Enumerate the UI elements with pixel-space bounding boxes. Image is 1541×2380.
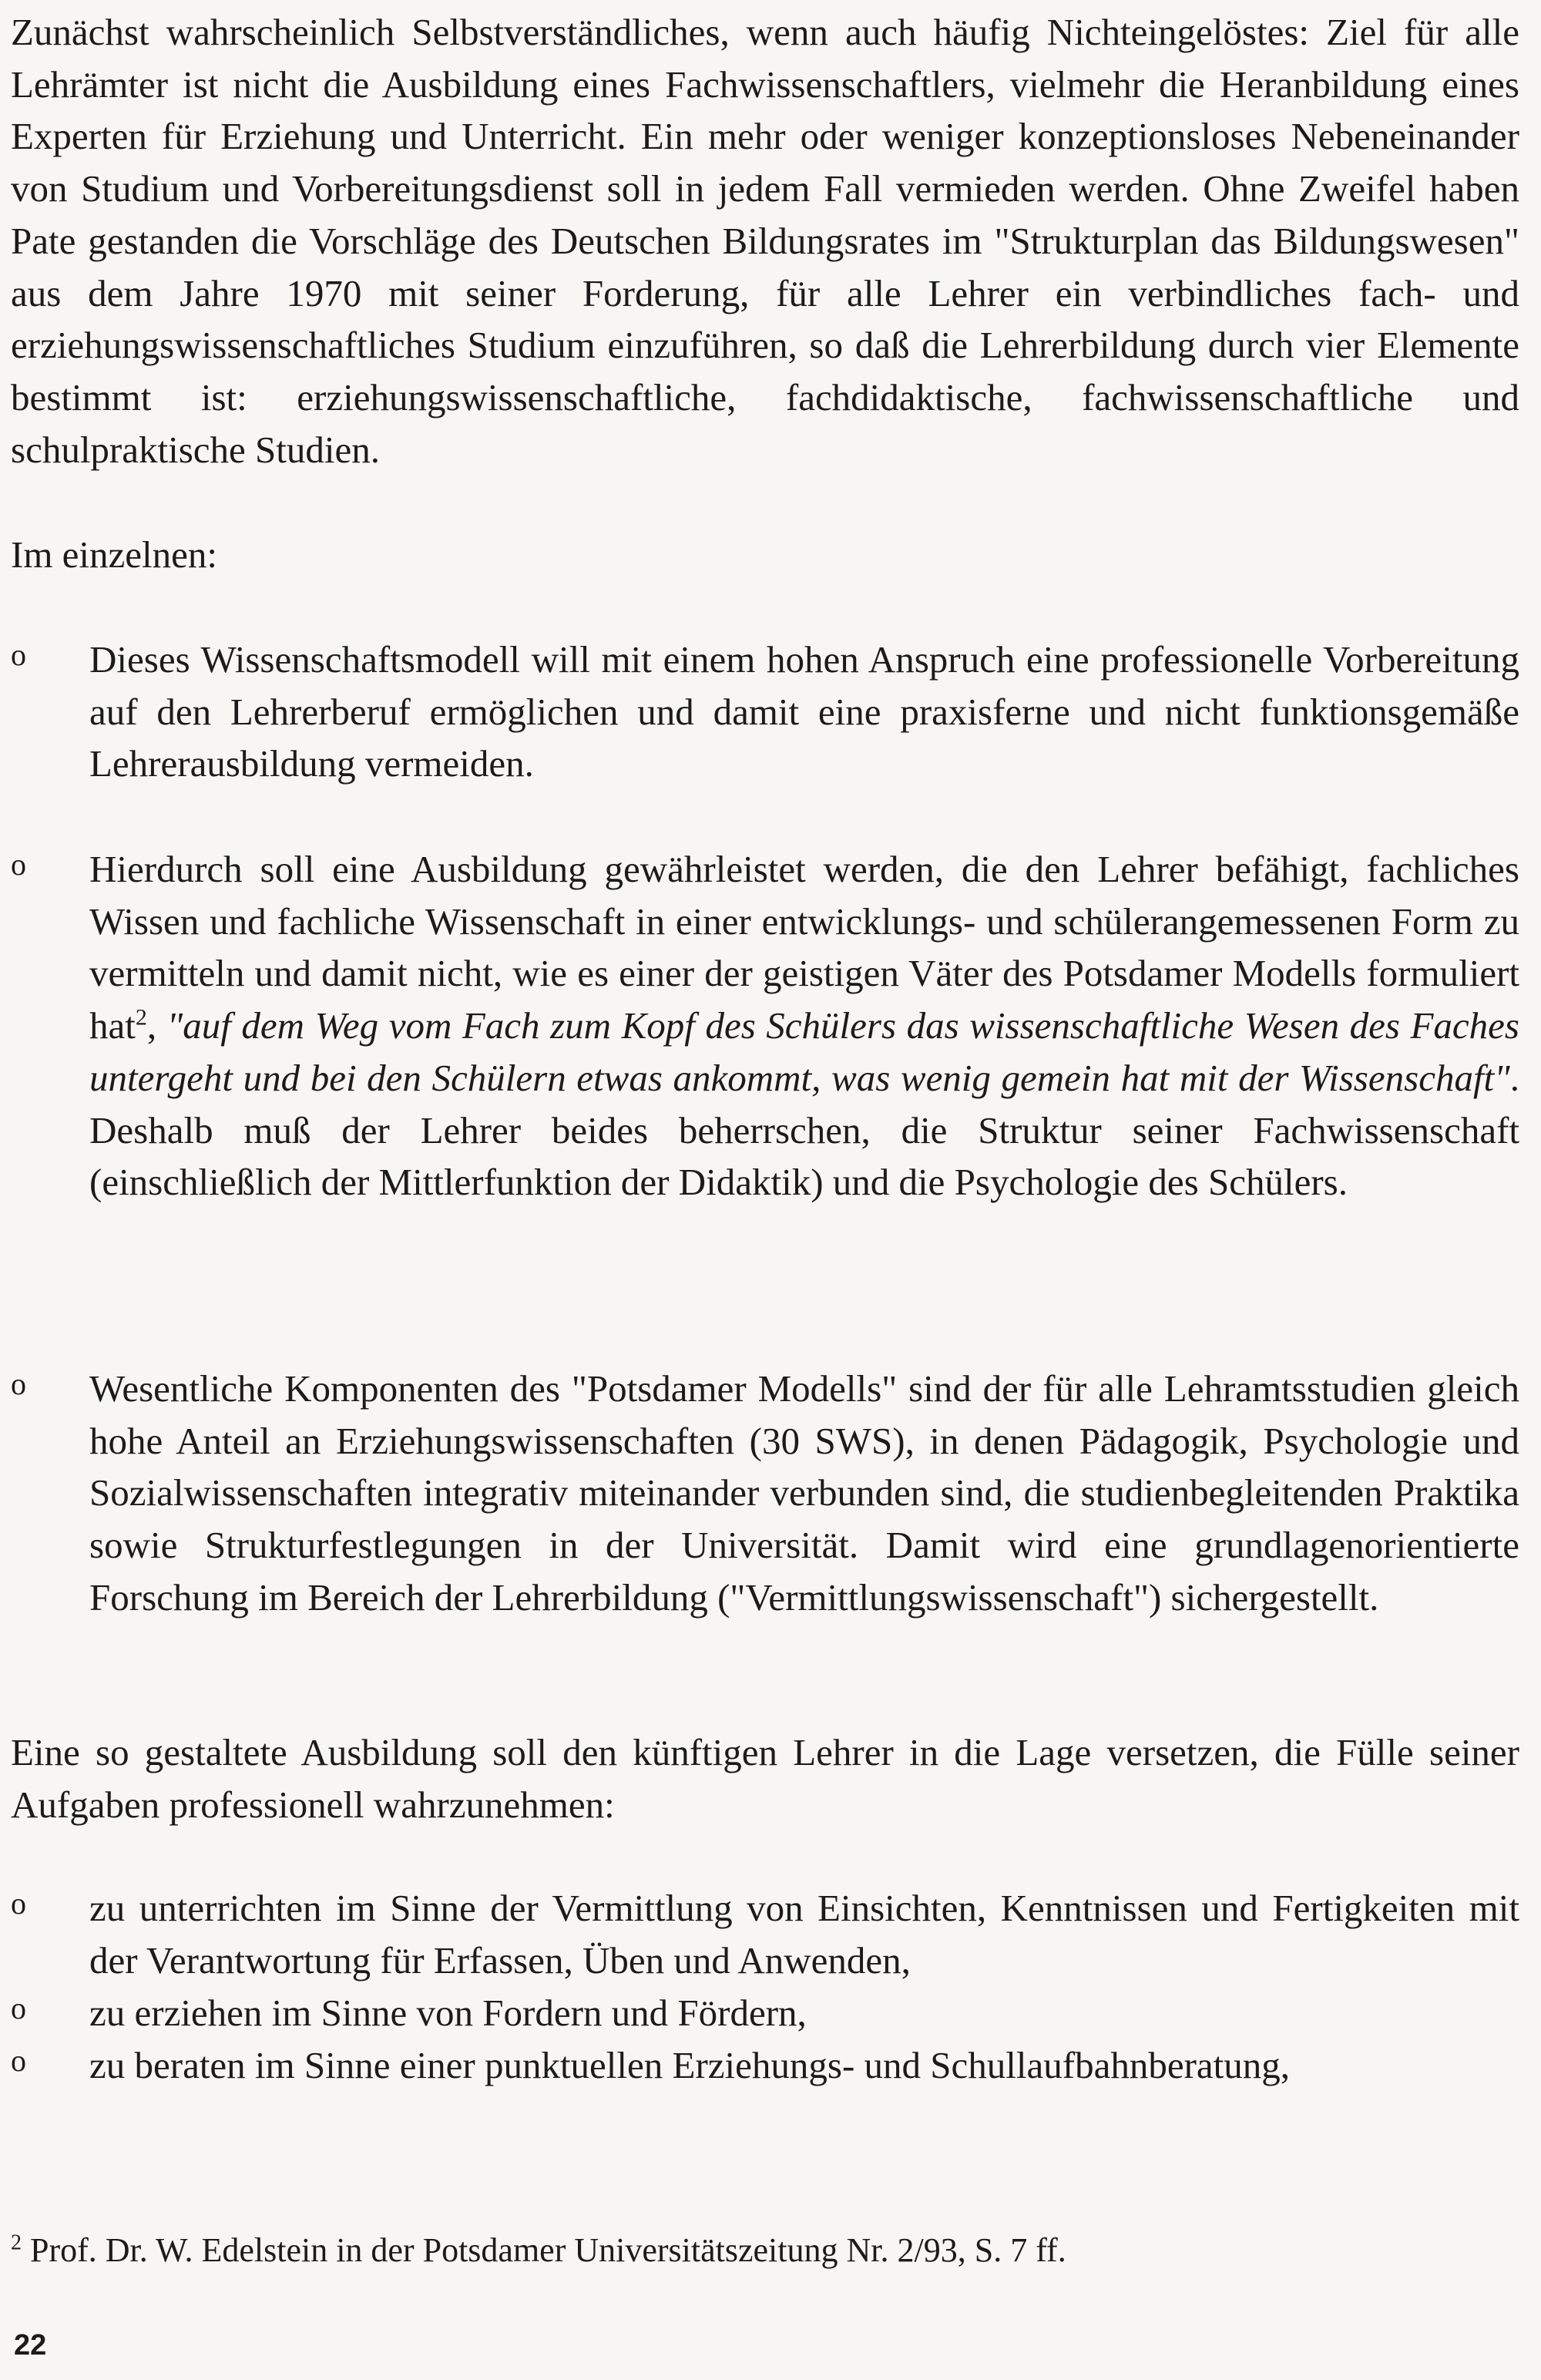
- footnote-number: 2: [11, 2230, 22, 2255]
- intro-paragraph: Zunächst wahrscheinlich Selbstverständliches, wenn auch häufig Nichteingelöstes: Ziel für alle Lehrämter ist nicht die Ausbildung eines Fachwissenschaftlers, vielmehr die Heranbildung eines Experten für Erziehung und Unterricht. Ein mehr oder weniger konzeptionsloses Nebeneinander von Studium und Vorbereitungsdienst soll in jedem Fall vermieden werden. Ohne Zweifel haben Pate gestanden die Vorschläge des Deutschen Bildungsrates im "Strukturplan das Bildungswesen" aus dem Jahre 1970 mit seiner Forderung, für alle Lehrer ein verbindliches fach- und erziehungswissenschaftliches Studium einzuführen, so daß die Lehrerbildung durch vier Elemente bestimmt ist: erziehungswissenschaftliche, fachdidaktische, fachwissenschaftliche und schulpraktische Studien.: [11, 11, 1519, 471]
- task-text: zu unterrichten im Sinne der Vermittlung von Einsichten, Kenntnissen und Fertigkeiten mit der Verantwortung für Erfassen, Üben und Anwenden,: [89, 1887, 1519, 1982]
- subheading-im-einzelnen: Im einzelnen:: [11, 533, 218, 576]
- footnote: [11, 2227, 1066, 2274]
- quoted-text: "auf dem Weg vom Fach zum Kopf des Schülers das wissenschaftliche Wesen des Faches untergeht und bei den Schülern etwas ankommt, was wenig gemein hat mit der Wissenschaft": [89, 1004, 1519, 1099]
- task-text: zu beraten im Sinne einer punktuellen Erziehungs- und Schullaufbahnberatung,: [89, 2044, 1290, 2086]
- footnote-reference: 2: [135, 1004, 147, 1030]
- outro-paragraph: Eine so gestaltete Ausbildung soll den künftigen Lehrer in die Lage versetzen, die Fülle seiner Aufgaben professionell wahrzunehmen:: [11, 1731, 1519, 1826]
- bullet-text-after-quote: . Deshalb muß der Lehrer beides beherrschen, die Struktur seiner Fachwissenschaft (einschließlich der Mittlerfunktion der Didaktik) und die Psychologie des Schülers.: [89, 1056, 1519, 1204]
- page-number: 22: [14, 2329, 47, 2362]
- bullet-marker: o: [11, 1991, 26, 2025]
- bullet-text: Wesentliche Komponenten des "Potsdamer Modells" sind der für alle Lehramtsstudien gleich hohe Anteil an Erziehungswissenschaften (30 SWS), in denen Pädagogik, Psychologie und Sozialwissenschaften integrativ miteinander verbunden sind, die studienbegleitenden Praktika sowie Strukturfestlegungen in der Universität. Damit wird eine grundlagenorientierte Forschung im Bereich der Lehrerbildung ("Vermittlungswissenschaft") sichergestellt.: [89, 1367, 1519, 1619]
- bullet-text: Dieses Wissenschaftsmodell will mit einem hohen Anspruch eine professionelle Vorbereitung auf den Lehrerberuf ermöglichen und damit eine praxisferne und nicht funktionsgemäße Lehrerausbildung vermeiden.: [89, 638, 1519, 785]
- bullet-marker: o: [11, 847, 26, 882]
- bullet-text: [89, 843, 1519, 1208]
- bullet-marker: o: [11, 1886, 26, 1921]
- bullet-text-before-quote: Hierdurch soll eine Ausbildung gewährleistet werden, die den Lehrer befähigt, fachliches Wissen und fachliche Wissenschaft in einer entwicklungs- und schülerangemessenen Form zu vermitteln und damit nicht, wie es einer der geistigen Väter des Potsdamer Modells formuliert hat: [89, 848, 1519, 1047]
- task-text: zu erziehen im Sinne von Fordern und Fördern,: [89, 1992, 807, 2034]
- bullet-marker: o: [11, 1366, 26, 1401]
- footnote-text: Prof. Dr. W. Edelstein in der Potsdamer Universitätszeitung Nr. 2/93, S. 7 ff.: [30, 2231, 1066, 2269]
- bullet-marker: o: [11, 637, 26, 672]
- bullet-marker: o: [11, 2043, 26, 2078]
- quote-separator: ,: [146, 1004, 167, 1047]
